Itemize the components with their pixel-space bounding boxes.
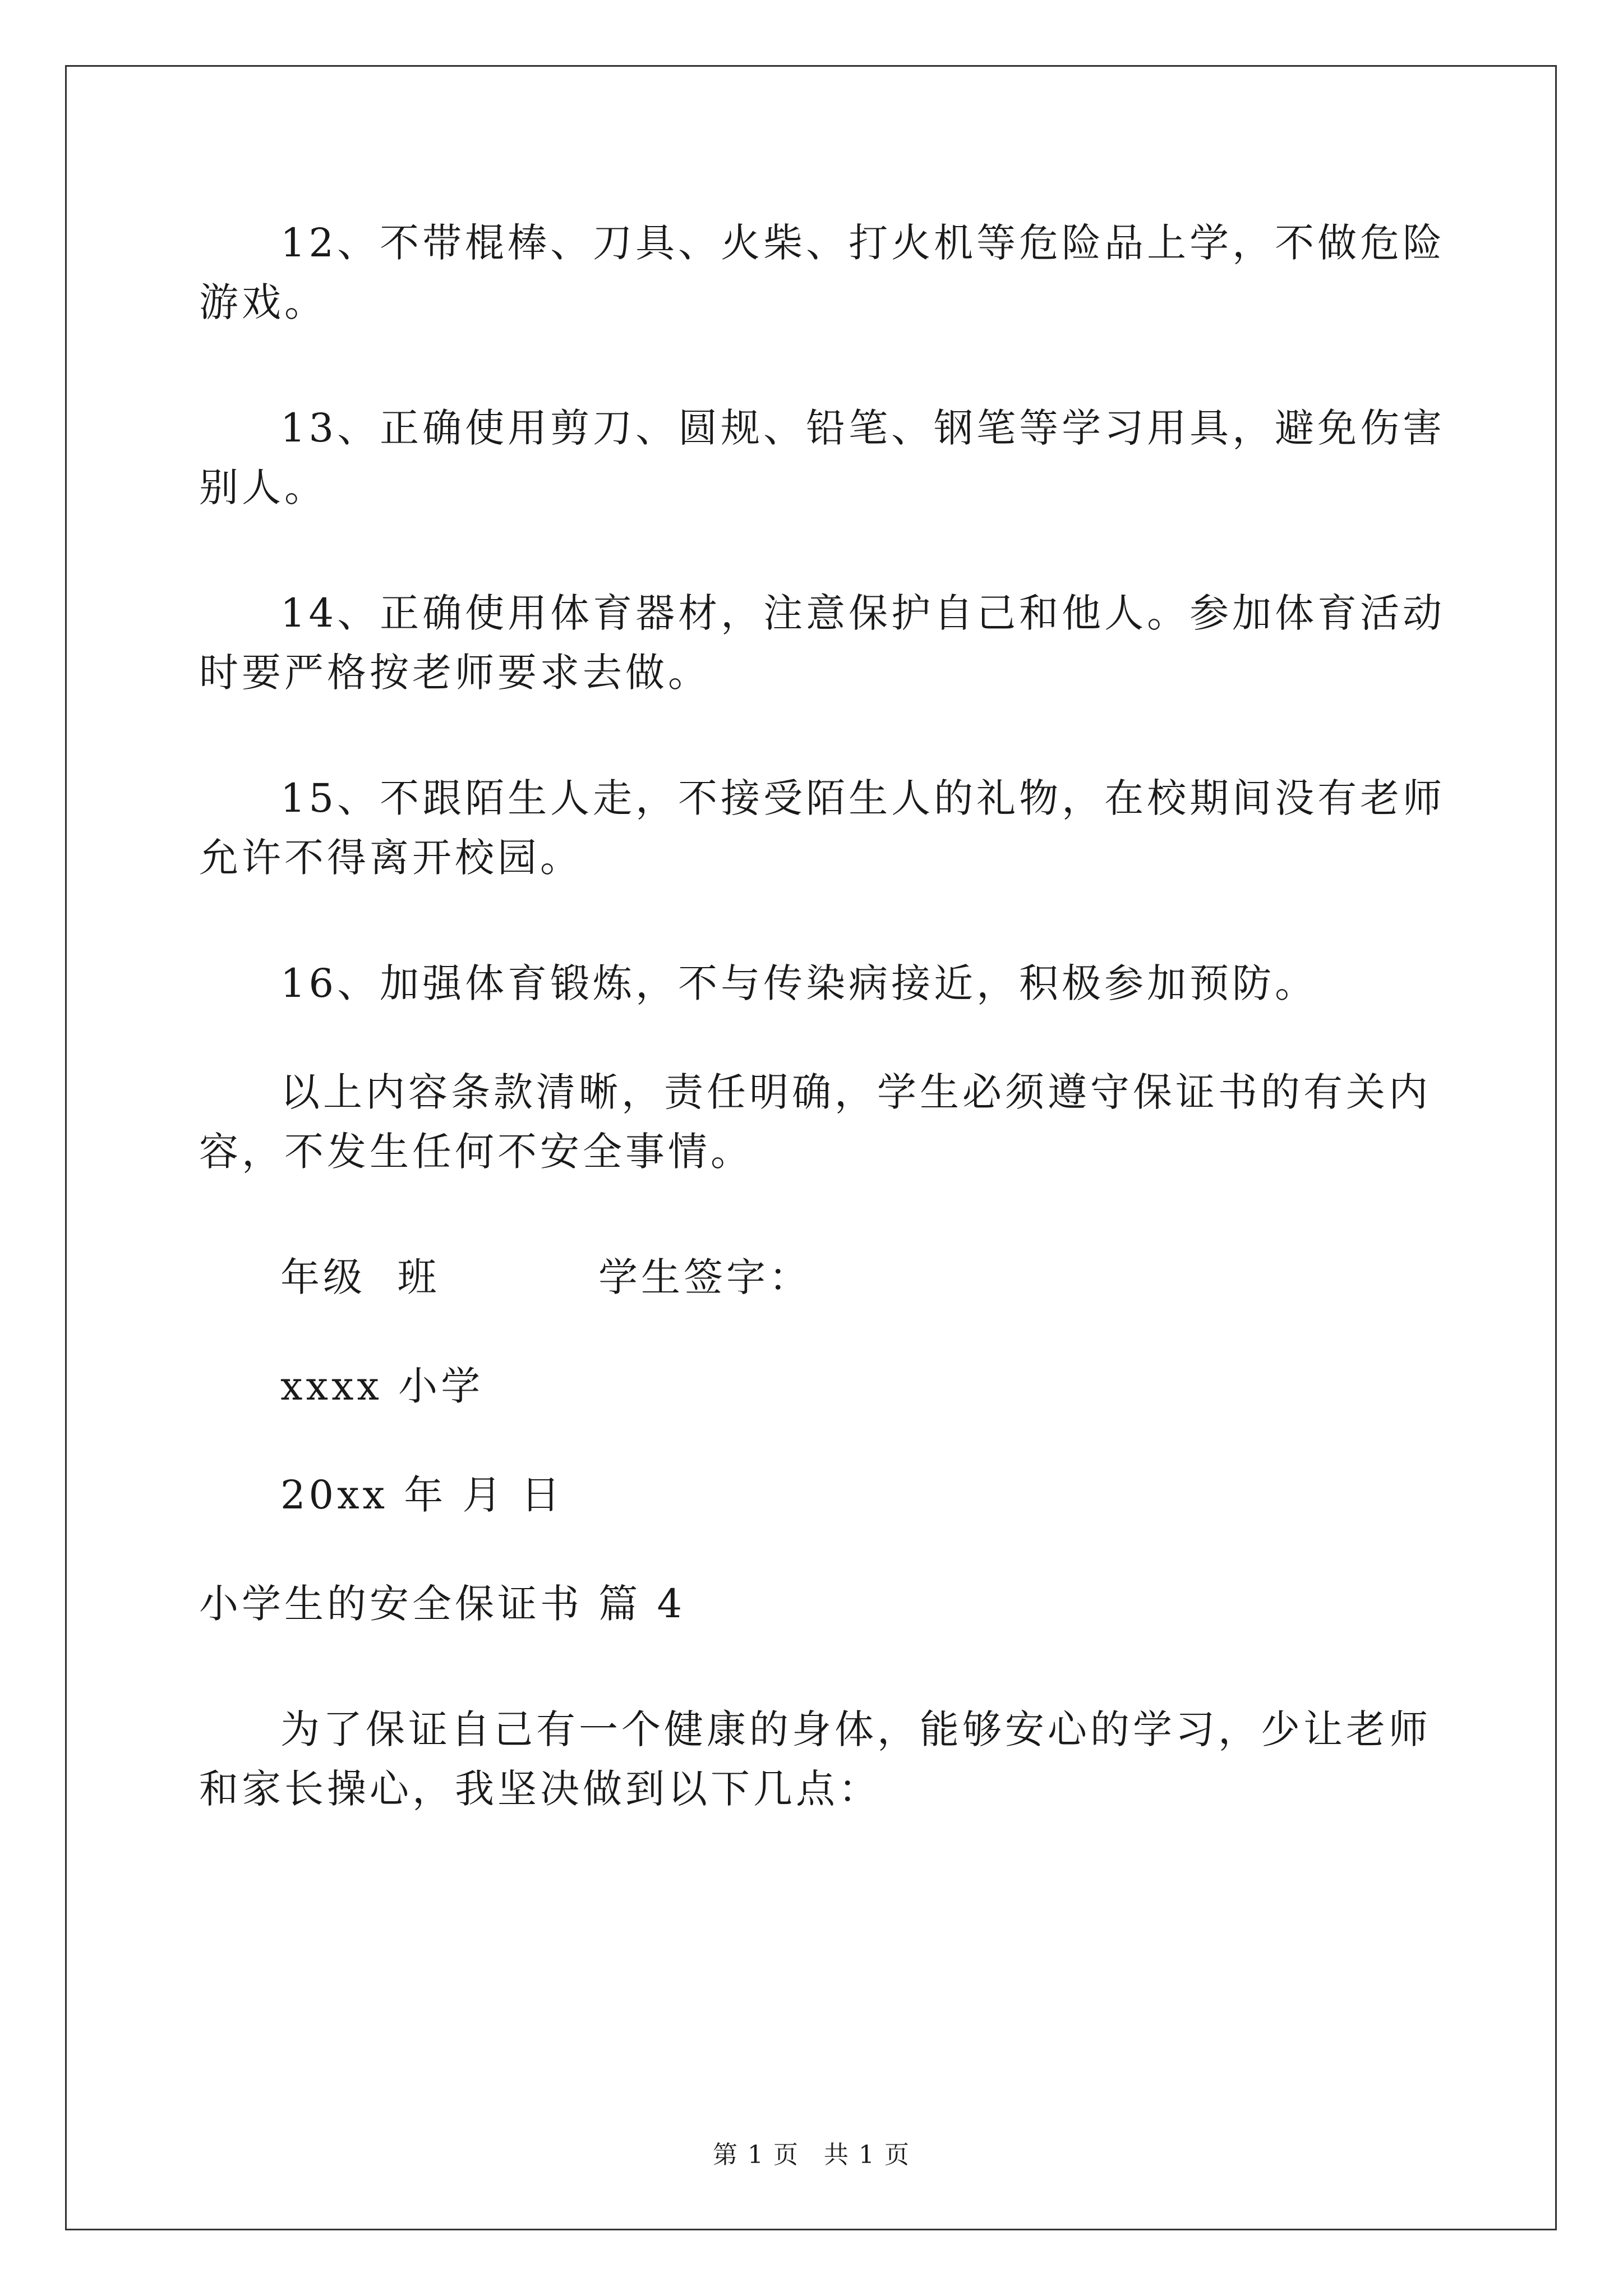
document-body (199, 213, 1455, 1885)
item-16: 16、加强体育锻炼，不与传染病接近，积极参加预防。 (280, 960, 1318, 1006)
item-12: 12、不带棍棒、刀具、火柴、打火机等危险品上学，不做危险游戏。 (199, 220, 1446, 325)
date-line: 20xx 年 月 日 (280, 1472, 564, 1518)
summary-paragraph: 以上内容条款清晰，责任明确，学生必须遵守保证书的有关内容，不发生任何不安全事情。 (199, 1069, 1431, 1175)
item-14: 14、正确使用体育器材，注意保护自己和他人。参加体育活动时要严格按老师要求去做。 (199, 590, 1446, 696)
page-footer (0, 2134, 1623, 2170)
intro-paragraph: 为了保证自己有一个健康的身体，能够安心的学习，少让老师和家长操心，我坚决做到以下几点： (199, 1706, 1431, 1812)
school-name: xxxx 小学 (280, 1363, 484, 1409)
signature-line: 年级 班 学生签字： (280, 1254, 812, 1300)
item-13: 13、正确使用剪刀、圆规、铅笔、钢笔等学习用具，避免伤害别人。 (199, 405, 1446, 510)
page-number: 第 1 页 (713, 2141, 799, 2169)
page-total: 共 1 页 (824, 2141, 910, 2169)
section-heading: 小学生的安全保证书 篇 4 (199, 1581, 686, 1627)
item-15: 15、不跟陌生人走，不接受陌生人的礼物，在校期间没有老师允许不得离开校园。 (199, 775, 1446, 881)
